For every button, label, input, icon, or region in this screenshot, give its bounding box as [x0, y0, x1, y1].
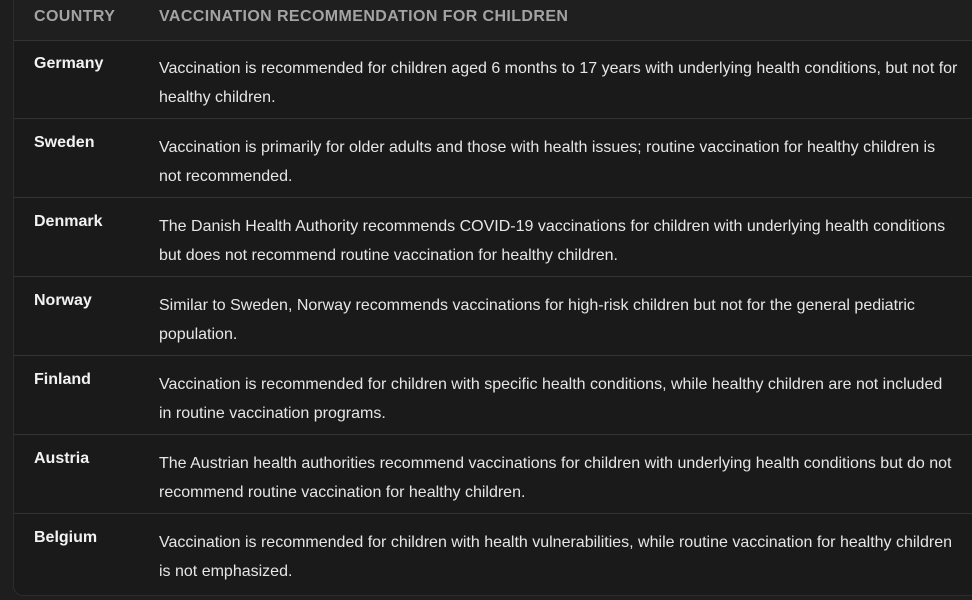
recommendation-cell: Vaccination is recommended for children with specific health conditions, while healthy children are not included in routine vaccination programs.	[159, 376, 943, 422]
recommendation-cell: Vaccination is primarily for older adults and those with health issues; routine vaccination for healthy children is not recommended.	[159, 139, 936, 185]
country-cell: Germany	[34, 55, 104, 72]
country-cell: Finland	[34, 371, 91, 388]
table-row	[14, 514, 972, 593]
table-row	[14, 356, 972, 435]
vaccination-table	[13, 0, 972, 596]
table-header-row	[14, 0, 972, 41]
recommendation-column-header: VACCINATION RECOMMENDATION FOR CHILDREN	[159, 8, 569, 25]
recommendation-cell: Vaccination is recommended for children aged 6 months to 17 years with underlying health conditions, but not for healthy children.	[159, 60, 958, 106]
country-cell: Austria	[34, 450, 90, 467]
table-row	[14, 40, 972, 119]
table-row	[14, 119, 972, 198]
recommendation-cell: Similar to Sweden, Norway recommends vaccinations for high-risk children but not for the general pediatric population.	[159, 297, 915, 343]
country-cell: Norway	[34, 292, 92, 309]
table-row	[14, 435, 972, 514]
table-row	[14, 277, 972, 356]
country-column-header: COUNTRY	[34, 8, 116, 25]
recommendation-cell: The Danish Health Authority recommends COVID-19 vaccinations for children with underlying health conditions but does not recommend routine vaccination for healthy children.	[159, 218, 946, 264]
recommendation-cell: Vaccination is recommended for children with health vulnerabilities, while routine vaccination for healthy children is not emphasized.	[159, 534, 953, 580]
country-cell: Denmark	[34, 213, 103, 230]
table-row	[14, 198, 972, 277]
recommendation-cell: The Austrian health authorities recommend vaccinations for children with underlying health conditions but do not recommend routine vaccination for healthy children.	[159, 455, 952, 501]
country-cell: Sweden	[34, 134, 95, 151]
country-cell: Belgium	[34, 529, 98, 546]
